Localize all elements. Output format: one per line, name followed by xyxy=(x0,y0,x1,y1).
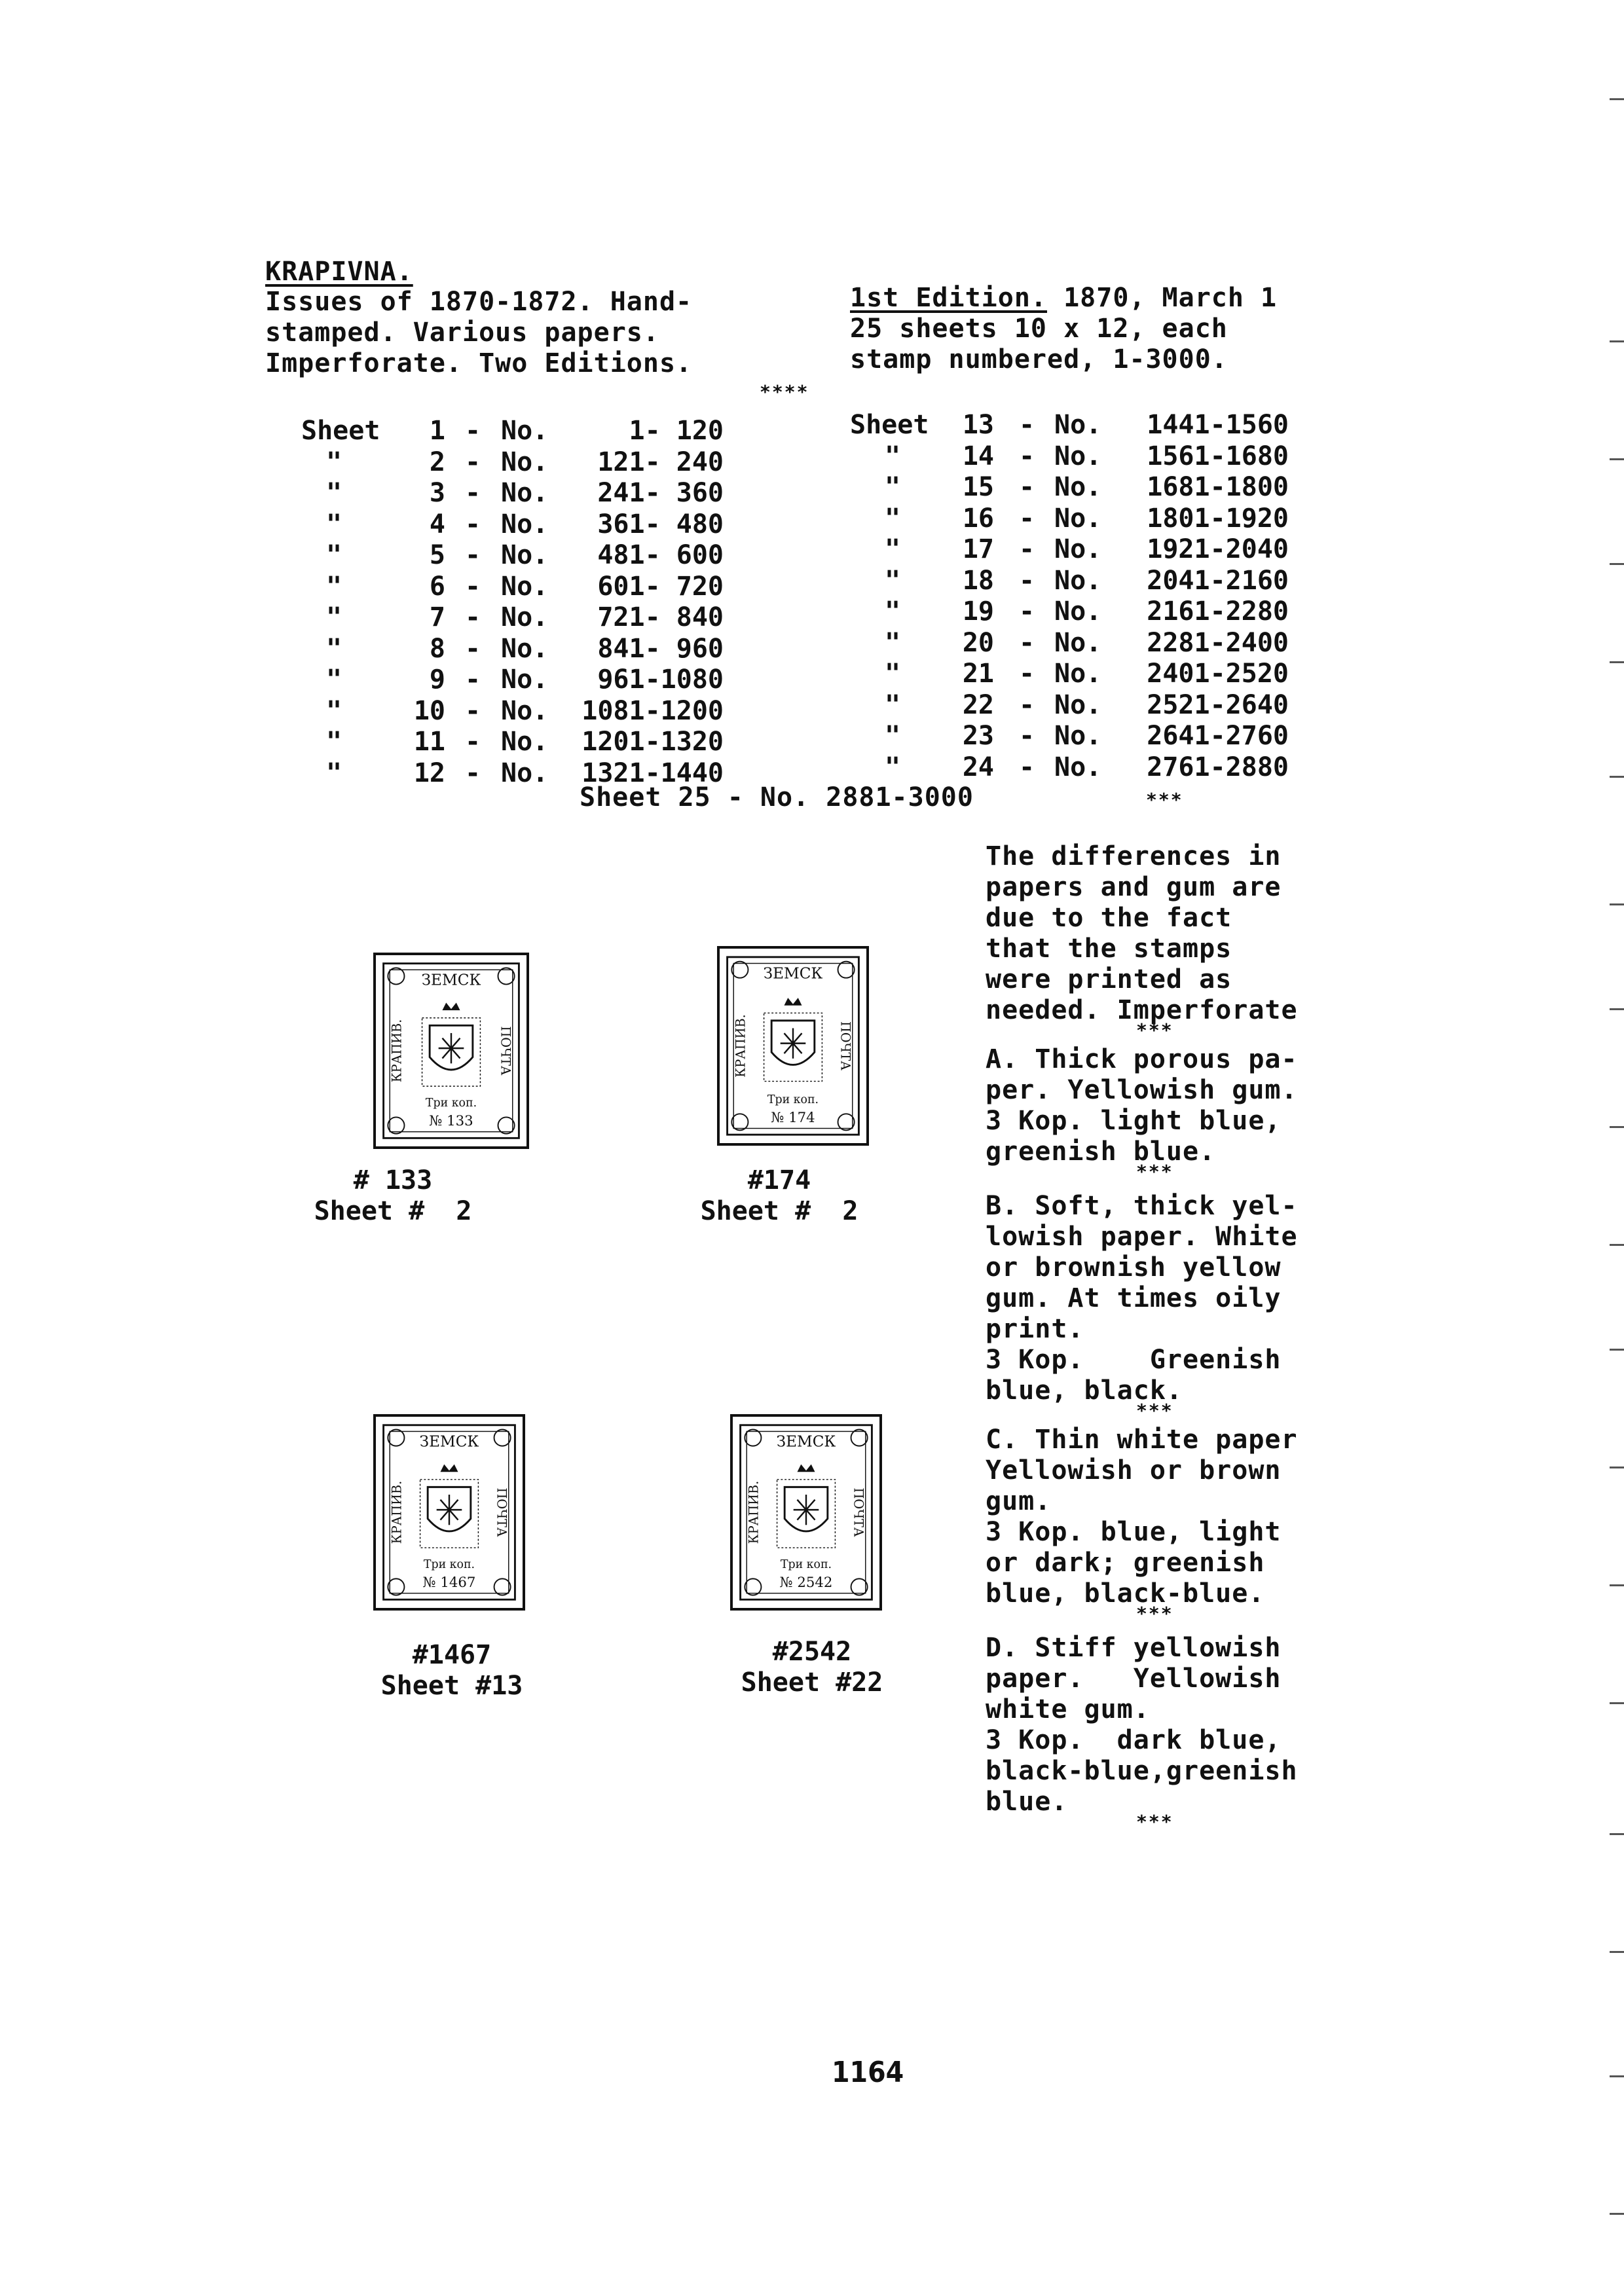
table-row xyxy=(301,727,773,758)
section-divider: *** xyxy=(1136,1161,1173,1182)
stamp-inscription: Три коп. xyxy=(767,1093,819,1106)
sheet-number: 16 xyxy=(962,503,994,534)
dash: - xyxy=(1019,565,1035,596)
edition-line-1 xyxy=(850,283,1277,314)
dash: - xyxy=(465,540,481,570)
stamp-inscription: ЗЕМСК xyxy=(421,971,481,989)
edition-heading: 1st Edition. xyxy=(850,283,1047,313)
sheet-label: " xyxy=(325,633,342,664)
number-range: 2521-2640 xyxy=(1147,689,1289,720)
sheet-number: 10 xyxy=(413,695,445,726)
number-range: 1201-1320 xyxy=(581,727,724,757)
section-divider: *** xyxy=(1146,789,1183,811)
stamp-sheet-caption: Sheet # 2 xyxy=(314,1196,472,1226)
no-label: No. xyxy=(1054,721,1102,751)
sheet-label: Sheet xyxy=(301,416,380,446)
sheet-label: Sheet xyxy=(850,410,929,440)
sheet-label: " xyxy=(884,534,901,564)
note-line: 3 Kop. blue, light xyxy=(986,1517,1282,1547)
number-range: 2641-2760 xyxy=(1147,721,1289,751)
sheet-number: 1 xyxy=(429,416,445,446)
dash: - xyxy=(1019,503,1035,534)
stamp-image xyxy=(717,946,869,1146)
table-row xyxy=(301,509,773,541)
dash: - xyxy=(1019,441,1035,471)
note-line: paper. Yellowish xyxy=(986,1664,1282,1694)
number-range: 1- 120 xyxy=(629,416,724,446)
edge-mark xyxy=(1610,1467,1624,1468)
no-label: No. xyxy=(501,478,549,508)
sheet-label: " xyxy=(325,478,342,508)
sheet-label: " xyxy=(884,752,901,782)
stamp-sheet-caption: Sheet #13 xyxy=(380,1671,523,1701)
table-row xyxy=(850,596,1321,628)
no-label: No. xyxy=(501,757,549,788)
number-range: 1921-2040 xyxy=(1147,534,1289,564)
sheet-label: " xyxy=(325,446,342,477)
stamp-inscription: ПОЧТА xyxy=(851,1487,866,1537)
table-row xyxy=(301,447,773,479)
note-line: per. Yellowish gum. xyxy=(986,1075,1298,1105)
note-line: gum. xyxy=(986,1486,1052,1516)
no-label: No. xyxy=(501,540,549,570)
stamp-image xyxy=(730,1414,882,1611)
edge-mark xyxy=(1610,1951,1624,1953)
sheet-number: 3 xyxy=(429,478,445,508)
number-range: 1801-1920 xyxy=(1147,503,1289,534)
sheet-number: 20 xyxy=(962,627,994,658)
no-label: No. xyxy=(501,633,549,664)
sheet-number: 23 xyxy=(962,721,994,751)
table-row xyxy=(850,410,1321,441)
stamp-inscription: Три коп. xyxy=(780,1558,832,1571)
no-label: No. xyxy=(501,665,549,695)
no-label: No. xyxy=(501,695,549,726)
stamp-inscription: КРАПИВ. xyxy=(389,1480,405,1544)
note-line: Yellowish or brown xyxy=(986,1455,1282,1485)
edge-mark xyxy=(1610,563,1624,565)
note-line: B. Soft, thick yel- xyxy=(986,1191,1298,1221)
table-row xyxy=(850,566,1321,597)
sheet-table-left xyxy=(301,416,773,789)
edge-mark xyxy=(1610,2075,1624,2077)
no-label: No. xyxy=(501,446,549,477)
no-label: No. xyxy=(1054,752,1102,782)
note-line: 3 Kop. light blue, xyxy=(986,1106,1282,1136)
sheet-number: 11 xyxy=(413,727,445,757)
edge-mark xyxy=(1610,340,1624,342)
no-label: No. xyxy=(1054,596,1102,627)
number-range: 2761-2880 xyxy=(1147,752,1289,782)
table-row xyxy=(301,416,773,447)
sheet-number: 24 xyxy=(962,752,994,782)
no-label: No. xyxy=(1054,472,1102,502)
stamp-inscription: ЗЕМСК xyxy=(776,1432,836,1451)
note-line: blue, black. xyxy=(986,1376,1183,1406)
number-range: 601- 720 xyxy=(597,571,724,602)
no-label: No. xyxy=(501,571,549,602)
no-label: No. xyxy=(501,727,549,757)
edge-mark xyxy=(1610,903,1624,905)
note-line: needed. Imperforate xyxy=(986,995,1298,1025)
table-row xyxy=(301,478,773,509)
divider-stars: **** xyxy=(760,381,809,403)
edge-mark xyxy=(1610,1126,1624,1128)
number-range: 2161-2280 xyxy=(1147,596,1289,627)
sheet-label: " xyxy=(884,689,901,720)
stamp-inscription: № 1467 xyxy=(422,1574,476,1591)
edition-date: 1870, March 1 xyxy=(1046,283,1278,313)
table-row xyxy=(850,441,1321,473)
table-row xyxy=(850,752,1321,784)
dash: - xyxy=(465,665,481,695)
table-row xyxy=(301,634,773,665)
no-label: No. xyxy=(1054,565,1102,596)
note-line: lowish paper. White xyxy=(986,1222,1298,1252)
stamp-drawing xyxy=(733,1417,879,1608)
sheet-label: " xyxy=(325,602,342,632)
table-row xyxy=(301,572,773,603)
table-row xyxy=(850,472,1321,503)
dash: - xyxy=(1019,534,1035,564)
table-row xyxy=(301,696,773,727)
dash: - xyxy=(465,416,481,446)
edge-mark xyxy=(1610,661,1624,663)
edge-mark xyxy=(1610,1244,1624,1246)
no-label: No. xyxy=(501,509,549,539)
table-row xyxy=(301,540,773,572)
table-row xyxy=(850,721,1321,752)
stamp-image xyxy=(373,953,529,1149)
section-divider: *** xyxy=(1136,1603,1173,1624)
note-line: D. Stiff yellowish xyxy=(986,1633,1282,1663)
sheet-number: 7 xyxy=(429,602,445,632)
dash: - xyxy=(465,602,481,632)
edge-mark xyxy=(1610,1584,1624,1586)
sheet-number: 15 xyxy=(962,472,994,502)
stamp-inscription: Три коп. xyxy=(423,1558,475,1571)
dash: - xyxy=(1019,659,1035,689)
sheet-number: 6 xyxy=(429,571,445,602)
sheet-label: " xyxy=(325,757,342,788)
dash: - xyxy=(465,695,481,726)
sheet-number: 9 xyxy=(429,665,445,695)
sheet-number: 14 xyxy=(962,441,994,471)
dash: - xyxy=(465,727,481,757)
dash: - xyxy=(1019,689,1035,720)
table-row xyxy=(850,690,1321,721)
note-line: were printed as xyxy=(986,964,1232,994)
stamp-drawing xyxy=(376,955,526,1146)
no-label: No. xyxy=(1054,503,1102,534)
number-range: 2281-2400 xyxy=(1147,627,1289,658)
sheet-number: 17 xyxy=(962,534,994,564)
no-label: No. xyxy=(1054,689,1102,720)
number-range: 841- 960 xyxy=(597,633,724,664)
edge-mark xyxy=(1610,1349,1624,1351)
stamp-inscription: КРАПИВ. xyxy=(389,1019,405,1083)
number-range: 241- 360 xyxy=(597,478,724,508)
sheet-number: 2 xyxy=(429,446,445,477)
page-title: KRAPIVNA. xyxy=(265,257,413,287)
stamp-inscription: ЗЕМСК xyxy=(419,1432,479,1451)
note-line: 3 Kop. Greenish xyxy=(986,1345,1282,1375)
note-line: papers and gum are xyxy=(986,872,1282,902)
stamp-inscription: ПОЧТА xyxy=(494,1487,509,1537)
sheet-number: 13 xyxy=(962,410,994,440)
note-line: The differences in xyxy=(986,841,1282,871)
dash: - xyxy=(1019,410,1035,440)
number-range: 2401-2520 xyxy=(1147,659,1289,689)
sheet-label: " xyxy=(325,695,342,726)
table-row xyxy=(850,659,1321,690)
dash: - xyxy=(465,571,481,602)
edition-line: stamp numbered, 1-3000. xyxy=(850,344,1228,374)
no-label: No. xyxy=(1054,534,1102,564)
edge-mark xyxy=(1610,2213,1624,2215)
sheet-label: " xyxy=(884,472,901,502)
no-label: No. xyxy=(1054,627,1102,658)
stamp-inscription: № 174 xyxy=(771,1109,815,1126)
sheet-label: " xyxy=(884,565,901,596)
stamp-number-caption: #174 xyxy=(747,1165,811,1195)
dash: - xyxy=(465,478,481,508)
note-line: black-blue,greenish xyxy=(986,1756,1298,1786)
number-range: 2041-2160 xyxy=(1147,565,1289,596)
sheet-label: " xyxy=(325,571,342,602)
sheet-number: 12 xyxy=(413,757,445,788)
stamp-sheet-caption: Sheet #22 xyxy=(741,1667,883,1698)
number-range: 121- 240 xyxy=(597,446,724,477)
sheet-label: " xyxy=(884,659,901,689)
stamp-image xyxy=(373,1414,525,1611)
edge-mark xyxy=(1610,1008,1624,1010)
dash: - xyxy=(465,757,481,788)
note-line: or dark; greenish xyxy=(986,1548,1265,1578)
dash: - xyxy=(465,509,481,539)
note-line: or brownish yellow xyxy=(986,1252,1282,1283)
dash: - xyxy=(1019,472,1035,502)
note-line: white gum. xyxy=(986,1694,1150,1724)
table-row xyxy=(301,602,773,634)
no-label: No. xyxy=(1054,659,1102,689)
edge-mark xyxy=(1610,1702,1624,1704)
number-range: 481- 600 xyxy=(597,540,724,570)
no-label: No. xyxy=(501,416,549,446)
note-line: gum. At times oily xyxy=(986,1283,1282,1313)
section-divider: *** xyxy=(1136,1811,1173,1832)
note-line: greenish blue. xyxy=(986,1137,1216,1167)
stamp-inscription: ЗЕМСК xyxy=(763,964,823,983)
sheet-label: " xyxy=(884,503,901,534)
number-range: 1321-1440 xyxy=(581,757,724,788)
stamp-drawing xyxy=(720,949,866,1143)
note-line: due to the fact xyxy=(986,903,1232,933)
number-range: 1681-1800 xyxy=(1147,472,1289,502)
stamp-number-caption: # 133 xyxy=(353,1165,433,1195)
sheet-number: 19 xyxy=(962,596,994,627)
dash: - xyxy=(1019,627,1035,658)
intro-line: Imperforate. Two Editions. xyxy=(265,348,693,378)
sheet-table-right xyxy=(850,410,1321,783)
dash: - xyxy=(465,633,481,664)
intro-line: stamped. Various papers. xyxy=(265,318,659,348)
no-label: No. xyxy=(1054,441,1102,471)
sheet-number: 18 xyxy=(962,565,994,596)
stamp-inscription: КРАПИВ. xyxy=(746,1480,762,1544)
dash: - xyxy=(1019,752,1035,782)
dash: - xyxy=(1019,721,1035,751)
note-line: that the stamps xyxy=(986,934,1232,964)
stamp-inscription: № 133 xyxy=(429,1113,473,1130)
section-divider: *** xyxy=(1136,1400,1173,1421)
page-number: 1164 xyxy=(832,2056,904,2089)
sheet-label: " xyxy=(884,596,901,627)
sheet-label: " xyxy=(325,540,342,570)
stamp-inscription: КРАПИВ. xyxy=(733,1014,748,1078)
note-line: blue. xyxy=(986,1787,1068,1817)
sheet-number: 21 xyxy=(962,659,994,689)
sheet-number: 8 xyxy=(429,633,445,664)
sheet-label: " xyxy=(325,665,342,695)
sheet-label: " xyxy=(884,441,901,471)
edge-mark xyxy=(1610,1833,1624,1835)
stamp-sheet-caption: Sheet # 2 xyxy=(700,1196,858,1226)
stamp-number-caption: #2542 xyxy=(772,1637,852,1667)
edge-mark xyxy=(1610,98,1624,100)
note-line: A. Thick porous pa- xyxy=(986,1044,1298,1074)
note-line: 3 Kop. dark blue, xyxy=(986,1725,1282,1755)
stamp-inscription: № 2542 xyxy=(779,1574,833,1591)
note-line: C. Thin white paper xyxy=(986,1425,1298,1455)
table-row xyxy=(850,503,1321,535)
stamp-drawing xyxy=(376,1417,523,1608)
number-range: 1081-1200 xyxy=(581,695,724,726)
stamp-number-caption: #1467 xyxy=(412,1640,492,1670)
number-range: 1561-1680 xyxy=(1147,441,1289,471)
number-range: 961-1080 xyxy=(597,665,724,695)
sheet-label: " xyxy=(325,727,342,757)
no-label: No. xyxy=(501,602,549,632)
number-range: 1441-1560 xyxy=(1147,410,1289,440)
sheet-number: 22 xyxy=(962,689,994,720)
sheet-number: 4 xyxy=(429,509,445,539)
dash: - xyxy=(1019,596,1035,627)
number-range: 721- 840 xyxy=(597,602,724,632)
sheet-label: " xyxy=(325,509,342,539)
sheet-number: 5 xyxy=(429,540,445,570)
intro-line: Issues of 1870-1872. Hand- xyxy=(265,287,693,317)
note-line: blue, black-blue. xyxy=(986,1578,1265,1609)
edge-mark xyxy=(1610,776,1624,778)
table-row xyxy=(850,534,1321,566)
table-row xyxy=(301,665,773,696)
no-label: No. xyxy=(1054,410,1102,440)
section-divider: *** xyxy=(1136,1019,1173,1041)
sheet-label: " xyxy=(884,721,901,751)
stamp-inscription: ПОЧТА xyxy=(498,1026,513,1076)
sheet-25-line: Sheet 25 - No. 2881-3000 xyxy=(580,782,974,812)
note-line: print. xyxy=(986,1314,1084,1344)
edition-line: 25 sheets 10 x 12, each xyxy=(850,314,1228,344)
stamp-inscription: ПОЧТА xyxy=(838,1021,853,1071)
number-range: 361- 480 xyxy=(597,509,724,539)
table-row xyxy=(850,628,1321,659)
stamp-inscription: Три коп. xyxy=(425,1097,477,1110)
sheet-label: " xyxy=(884,627,901,658)
edge-mark xyxy=(1610,458,1624,460)
dash: - xyxy=(465,446,481,477)
